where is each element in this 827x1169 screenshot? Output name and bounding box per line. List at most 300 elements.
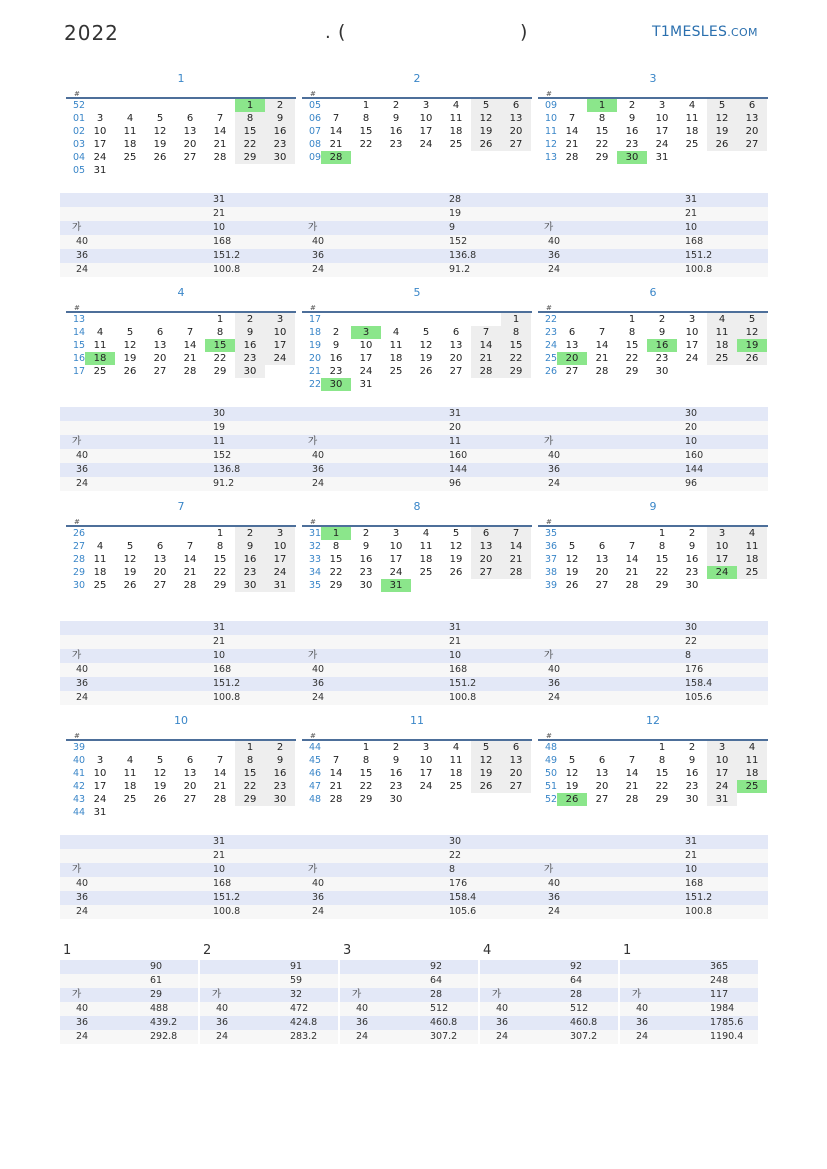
day-cell[interactable]: 2	[658, 314, 666, 325]
day-cell[interactable]: 11	[449, 755, 463, 766]
day-cell[interactable]: 11	[449, 113, 463, 124]
day-cell[interactable]: 28	[183, 580, 197, 591]
day-cell[interactable]: 16	[265, 767, 295, 780]
day-cell[interactable]: 22	[359, 781, 373, 792]
day-cell[interactable]: 22	[501, 352, 531, 365]
day-cell[interactable]: 23	[389, 139, 403, 150]
day-cell[interactable]: 23	[625, 139, 639, 150]
day-cell[interactable]: 30	[265, 793, 295, 806]
day-cell[interactable]: 6	[156, 541, 164, 552]
day-cell[interactable]: 5	[737, 313, 767, 326]
day-cell[interactable]: 28	[321, 151, 351, 164]
day-cell[interactable]: 8	[332, 541, 340, 552]
day-cell[interactable]: 29	[501, 365, 531, 378]
day-cell[interactable]: 5	[568, 541, 576, 552]
day-cell[interactable]: 12	[123, 340, 137, 351]
day-cell[interactable]: 2	[265, 99, 295, 112]
day-cell[interactable]: 3	[392, 528, 400, 539]
day-cell[interactable]: 3	[351, 326, 381, 339]
day-cell[interactable]: 22	[359, 139, 373, 150]
day-cell[interactable]: 16	[389, 768, 403, 779]
day-cell[interactable]: 27	[595, 794, 609, 805]
day-cell[interactable]: 6	[501, 741, 531, 754]
day-cell[interactable]: 30	[389, 794, 403, 805]
day-cell[interactable]: 10	[419, 113, 433, 124]
day-cell[interactable]: 14	[565, 126, 579, 137]
day-cell[interactable]: 20	[449, 353, 463, 364]
day-cell[interactable]: 31	[359, 379, 373, 390]
day-cell[interactable]: 24	[685, 353, 699, 364]
day-cell[interactable]: 3	[265, 527, 295, 540]
day-cell[interactable]: 26	[471, 780, 501, 793]
day-cell[interactable]: 23	[685, 567, 699, 578]
day-cell[interactable]: 21	[213, 139, 227, 150]
day-cell[interactable]: 11	[123, 768, 137, 779]
day-cell[interactable]: 18	[449, 768, 463, 779]
day-cell[interactable]: 4	[126, 755, 134, 766]
day-cell[interactable]: 14	[183, 340, 197, 351]
day-cell[interactable]: 22	[625, 353, 639, 364]
day-cell[interactable]: 6	[598, 541, 606, 552]
day-cell[interactable]: 3	[96, 755, 104, 766]
day-cell[interactable]: 26	[449, 567, 463, 578]
day-cell[interactable]: 10	[655, 113, 669, 124]
day-cell[interactable]: 4	[737, 527, 767, 540]
day-cell[interactable]: 19	[471, 125, 501, 138]
day-cell[interactable]: 15	[501, 339, 531, 352]
day-cell[interactable]: 16	[685, 768, 699, 779]
day-cell[interactable]: 19	[471, 767, 501, 780]
day-cell[interactable]: 12	[153, 768, 167, 779]
day-cell[interactable]: 23	[265, 780, 295, 793]
day-cell[interactable]: 28	[471, 365, 501, 378]
day-cell[interactable]: 4	[688, 100, 696, 111]
day-cell[interactable]: 23	[329, 366, 343, 377]
day-cell[interactable]: 5	[422, 327, 430, 338]
day-cell[interactable]: 28	[625, 794, 639, 805]
day-cell[interactable]: 4	[707, 313, 737, 326]
day-cell[interactable]: 20	[737, 125, 767, 138]
day-cell[interactable]: 26	[419, 366, 433, 377]
day-cell[interactable]: 25	[449, 139, 463, 150]
day-cell[interactable]: 24	[265, 566, 295, 579]
day-cell[interactable]: 26	[557, 793, 587, 806]
day-cell[interactable]: 9	[235, 326, 265, 339]
day-cell[interactable]: 16	[389, 126, 403, 137]
day-cell[interactable]: 22	[235, 138, 265, 151]
day-cell[interactable]: 14	[625, 768, 639, 779]
day-cell[interactable]: 7	[471, 326, 501, 339]
day-cell[interactable]: 15	[595, 126, 609, 137]
day-cell[interactable]: 26	[153, 794, 167, 805]
day-cell[interactable]: 5	[156, 755, 164, 766]
day-cell[interactable]: 7	[568, 113, 576, 124]
day-cell[interactable]: 15	[235, 767, 265, 780]
day-cell[interactable]: 26	[123, 366, 137, 377]
day-cell[interactable]: 11	[123, 126, 137, 137]
day-cell[interactable]: 7	[628, 541, 636, 552]
day-cell[interactable]: 11	[93, 554, 107, 565]
day-cell[interactable]: 12	[737, 326, 767, 339]
day-cell[interactable]: 18	[737, 553, 767, 566]
day-cell[interactable]: 20	[501, 125, 531, 138]
day-cell[interactable]: 13	[153, 554, 167, 565]
day-cell[interactable]: 14	[213, 768, 227, 779]
day-cell[interactable]: 13	[471, 540, 501, 553]
day-cell[interactable]: 9	[362, 541, 370, 552]
day-cell[interactable]: 28	[595, 366, 609, 377]
day-cell[interactable]: 5	[126, 327, 134, 338]
day-cell[interactable]: 19	[565, 781, 579, 792]
day-cell[interactable]: 19	[153, 781, 167, 792]
day-cell[interactable]: 29	[595, 152, 609, 163]
day-cell[interactable]: 2	[392, 100, 400, 111]
day-cell[interactable]: 17	[389, 554, 403, 565]
day-cell[interactable]: 3	[96, 113, 104, 124]
day-cell[interactable]: 16	[359, 554, 373, 565]
day-cell[interactable]: 31	[93, 165, 107, 176]
day-cell[interactable]: 21	[213, 781, 227, 792]
day-cell[interactable]: 1	[321, 527, 351, 540]
day-cell[interactable]: 15	[655, 554, 669, 565]
day-cell[interactable]: 6	[737, 99, 767, 112]
day-cell[interactable]: 18	[389, 353, 403, 364]
day-cell[interactable]: 27	[183, 794, 197, 805]
day-cell[interactable]: 21	[625, 567, 639, 578]
day-cell[interactable]: 6	[568, 327, 576, 338]
day-cell[interactable]: 28	[501, 566, 531, 579]
day-cell[interactable]: 9	[688, 755, 696, 766]
day-cell[interactable]: 3	[422, 742, 430, 753]
day-cell[interactable]: 13	[565, 340, 579, 351]
day-cell[interactable]: 14	[471, 339, 501, 352]
day-cell[interactable]: 25	[123, 152, 137, 163]
day-cell[interactable]: 15	[359, 768, 373, 779]
day-cell[interactable]: 18	[123, 781, 137, 792]
day-cell[interactable]: 2	[235, 313, 265, 326]
day-cell[interactable]: 20	[501, 767, 531, 780]
day-cell[interactable]: 15	[205, 339, 235, 352]
day-cell[interactable]: 14	[501, 540, 531, 553]
day-cell[interactable]: 19	[737, 339, 767, 352]
day-cell[interactable]: 2	[628, 100, 636, 111]
day-cell[interactable]: 27	[595, 580, 609, 591]
day-cell[interactable]: 4	[452, 742, 460, 753]
day-cell[interactable]: 12	[153, 126, 167, 137]
day-cell[interactable]: 20	[153, 567, 167, 578]
day-cell[interactable]: 14	[595, 340, 609, 351]
day-cell[interactable]: 5	[156, 113, 164, 124]
day-cell[interactable]: 16	[235, 553, 265, 566]
day-cell[interactable]: 11	[93, 340, 107, 351]
day-cell[interactable]: 25	[123, 794, 137, 805]
day-cell[interactable]: 19	[565, 567, 579, 578]
day-cell[interactable]: 15	[213, 554, 227, 565]
day-cell[interactable]: 28	[183, 366, 197, 377]
day-cell[interactable]: 1	[235, 741, 265, 754]
day-cell[interactable]: 30	[685, 794, 699, 805]
day-cell[interactable]: 23	[389, 781, 403, 792]
day-cell[interactable]: 18	[737, 767, 767, 780]
day-cell[interactable]: 14	[213, 126, 227, 137]
day-cell[interactable]: 28	[625, 580, 639, 591]
day-cell[interactable]: 7	[598, 327, 606, 338]
day-cell[interactable]: 11	[389, 340, 403, 351]
day-cell[interactable]: 24	[93, 794, 107, 805]
day-cell[interactable]: 20	[153, 353, 167, 364]
day-cell[interactable]: 14	[329, 126, 343, 137]
day-cell[interactable]: 6	[186, 113, 194, 124]
day-cell[interactable]: 12	[419, 340, 433, 351]
day-cell[interactable]: 9	[628, 113, 636, 124]
day-cell[interactable]: 8	[501, 326, 531, 339]
day-cell[interactable]: 29	[213, 366, 227, 377]
day-cell[interactable]: 6	[156, 327, 164, 338]
day-cell[interactable]: 15	[655, 768, 669, 779]
day-cell[interactable]: 26	[565, 580, 579, 591]
day-cell[interactable]: 20	[183, 139, 197, 150]
day-cell[interactable]: 7	[501, 527, 531, 540]
day-cell[interactable]: 6	[452, 327, 460, 338]
day-cell[interactable]: 17	[93, 781, 107, 792]
day-cell[interactable]: 21	[329, 781, 343, 792]
day-cell[interactable]: 21	[471, 352, 501, 365]
day-cell[interactable]: 19	[123, 353, 137, 364]
day-cell[interactable]: 17	[685, 340, 699, 351]
day-cell[interactable]: 24	[359, 366, 373, 377]
day-cell[interactable]: 23	[235, 566, 265, 579]
day-cell[interactable]: 15	[235, 125, 265, 138]
day-cell[interactable]: 9	[658, 327, 666, 338]
day-cell[interactable]: 24	[419, 139, 433, 150]
day-cell[interactable]: 1	[216, 314, 224, 325]
day-cell[interactable]: 22	[595, 139, 609, 150]
day-cell[interactable]: 29	[625, 366, 639, 377]
day-cell[interactable]: 22	[235, 780, 265, 793]
day-cell[interactable]: 8	[658, 755, 666, 766]
day-cell[interactable]: 19	[123, 567, 137, 578]
day-cell[interactable]: 11	[737, 540, 767, 553]
day-cell[interactable]: 18	[707, 339, 737, 352]
day-cell[interactable]: 9	[265, 112, 295, 125]
day-cell[interactable]: 17	[419, 126, 433, 137]
day-cell[interactable]: 9	[392, 113, 400, 124]
day-cell[interactable]: 6	[186, 755, 194, 766]
day-cell[interactable]: 7	[186, 541, 194, 552]
day-cell[interactable]: 29	[235, 151, 265, 164]
day-cell[interactable]: 27	[501, 138, 531, 151]
day-cell[interactable]: 10	[265, 540, 295, 553]
day-cell[interactable]: 1	[216, 528, 224, 539]
day-cell[interactable]: 11	[419, 541, 433, 552]
day-cell[interactable]: 20	[595, 781, 609, 792]
day-cell[interactable]: 12	[123, 554, 137, 565]
day-cell[interactable]: 20	[595, 567, 609, 578]
day-cell[interactable]: 16	[625, 126, 639, 137]
day-cell[interactable]: 26	[737, 352, 767, 365]
day-cell[interactable]: 29	[655, 580, 669, 591]
day-cell[interactable]: 7	[216, 113, 224, 124]
day-cell[interactable]: 28	[329, 794, 343, 805]
day-cell[interactable]: 18	[685, 126, 699, 137]
day-cell[interactable]: 8	[362, 113, 370, 124]
day-cell[interactable]: 17	[265, 553, 295, 566]
day-cell[interactable]: 14	[625, 554, 639, 565]
day-cell[interactable]: 30	[655, 366, 669, 377]
day-cell[interactable]: 12	[471, 754, 501, 767]
day-cell[interactable]: 1	[235, 99, 265, 112]
day-cell[interactable]: 3	[658, 100, 666, 111]
day-cell[interactable]: 1	[658, 528, 666, 539]
day-cell[interactable]: 7	[186, 327, 194, 338]
day-cell[interactable]: 13	[153, 340, 167, 351]
day-cell[interactable]: 12	[707, 112, 737, 125]
day-cell[interactable]: 4	[126, 113, 134, 124]
day-cell[interactable]: 16	[329, 353, 343, 364]
day-cell[interactable]: 10	[707, 540, 737, 553]
day-cell[interactable]: 8	[216, 327, 224, 338]
day-cell[interactable]: 24	[707, 566, 737, 579]
day-cell[interactable]: 4	[452, 100, 460, 111]
day-cell[interactable]: 27	[183, 152, 197, 163]
day-cell[interactable]: 24	[655, 139, 669, 150]
day-cell[interactable]: 31	[93, 807, 107, 818]
day-cell[interactable]: 8	[235, 112, 265, 125]
day-cell[interactable]: 3	[422, 100, 430, 111]
day-cell[interactable]: 25	[449, 781, 463, 792]
day-cell[interactable]: 1	[362, 742, 370, 753]
day-cell[interactable]: 27	[501, 780, 531, 793]
day-cell[interactable]: 13	[183, 126, 197, 137]
day-cell[interactable]: 5	[471, 99, 501, 112]
day-cell[interactable]: 15	[625, 340, 639, 351]
day-cell[interactable]: 7	[332, 755, 340, 766]
day-cell[interactable]: 13	[183, 768, 197, 779]
day-cell[interactable]: 10	[685, 327, 699, 338]
day-cell[interactable]: 9	[265, 754, 295, 767]
day-cell[interactable]: 2	[688, 528, 696, 539]
day-cell[interactable]: 30	[265, 151, 295, 164]
day-cell[interactable]: 9	[688, 541, 696, 552]
day-cell[interactable]: 10	[389, 541, 403, 552]
day-cell[interactable]: 26	[707, 138, 737, 151]
day-cell[interactable]: 6	[501, 99, 531, 112]
day-cell[interactable]: 2	[332, 327, 340, 338]
day-cell[interactable]: 5	[568, 755, 576, 766]
day-cell[interactable]: 8	[235, 754, 265, 767]
day-cell[interactable]: 5	[126, 541, 134, 552]
day-cell[interactable]: 3	[707, 527, 737, 540]
day-cell[interactable]: 22	[329, 567, 343, 578]
day-cell[interactable]: 3	[688, 314, 696, 325]
day-cell[interactable]: 1	[501, 313, 531, 326]
day-cell[interactable]: 22	[213, 567, 227, 578]
day-cell[interactable]: 10	[93, 768, 107, 779]
day-cell[interactable]: 6	[598, 755, 606, 766]
day-cell[interactable]: 31	[381, 579, 411, 592]
day-cell[interactable]: 10	[419, 755, 433, 766]
day-cell[interactable]: 25	[93, 366, 107, 377]
day-cell[interactable]: 21	[501, 553, 531, 566]
day-cell[interactable]: 12	[565, 768, 579, 779]
day-cell[interactable]: 16	[235, 339, 265, 352]
day-cell[interactable]: 10	[707, 754, 737, 767]
day-cell[interactable]: 27	[565, 366, 579, 377]
day-cell[interactable]: 13	[501, 754, 531, 767]
day-cell[interactable]: 21	[565, 139, 579, 150]
day-cell[interactable]: 3	[707, 741, 737, 754]
day-cell[interactable]: 19	[707, 125, 737, 138]
day-cell[interactable]: 11	[685, 113, 699, 124]
day-cell[interactable]: 16	[265, 125, 295, 138]
day-cell[interactable]: 8	[598, 113, 606, 124]
day-cell[interactable]: 17	[655, 126, 669, 137]
day-cell[interactable]: 21	[183, 567, 197, 578]
day-cell[interactable]: 26	[123, 580, 137, 591]
day-cell[interactable]: 16	[647, 339, 677, 352]
day-cell[interactable]: 23	[359, 567, 373, 578]
day-cell[interactable]: 2	[265, 741, 295, 754]
site-logo[interactable]	[652, 24, 758, 40]
day-cell[interactable]: 28	[213, 794, 227, 805]
day-cell[interactable]: 11	[737, 754, 767, 767]
day-cell[interactable]: 25	[419, 567, 433, 578]
day-cell[interactable]: 2	[392, 742, 400, 753]
day-cell[interactable]: 29	[329, 580, 343, 591]
day-cell[interactable]: 1	[628, 314, 636, 325]
day-cell[interactable]: 27	[471, 566, 501, 579]
day-cell[interactable]: 1	[587, 99, 617, 112]
day-cell[interactable]: 14	[183, 554, 197, 565]
day-cell[interactable]: 8	[216, 541, 224, 552]
day-cell[interactable]: 25	[737, 780, 767, 793]
day-cell[interactable]: 4	[422, 528, 430, 539]
day-cell[interactable]: 2	[362, 528, 370, 539]
day-cell[interactable]: 13	[737, 112, 767, 125]
day-cell[interactable]: 31	[265, 579, 295, 592]
day-cell[interactable]: 7	[216, 755, 224, 766]
day-cell[interactable]: 25	[685, 139, 699, 150]
day-cell[interactable]: 15	[329, 554, 343, 565]
day-cell[interactable]: 1	[362, 100, 370, 111]
day-cell[interactable]: 22	[655, 781, 669, 792]
day-cell[interactable]: 13	[595, 554, 609, 565]
day-cell[interactable]: 31	[707, 793, 737, 806]
day-cell[interactable]: 21	[183, 353, 197, 364]
day-cell[interactable]: 29	[235, 793, 265, 806]
day-cell[interactable]: 20	[183, 781, 197, 792]
day-cell[interactable]: 17	[359, 353, 373, 364]
day-cell[interactable]: 5	[452, 528, 460, 539]
day-cell[interactable]: 25	[737, 566, 767, 579]
day-cell[interactable]: 18	[419, 554, 433, 565]
day-cell[interactable]: 30	[235, 365, 265, 378]
day-cell[interactable]: 4	[96, 541, 104, 552]
day-cell[interactable]: 26	[153, 152, 167, 163]
day-cell[interactable]: 9	[332, 340, 340, 351]
day-cell[interactable]: 21	[625, 781, 639, 792]
day-cell[interactable]: 2	[688, 742, 696, 753]
day-cell[interactable]: 20	[471, 553, 501, 566]
day-cell[interactable]: 17	[419, 768, 433, 779]
day-cell[interactable]: 25	[389, 366, 403, 377]
day-cell[interactable]: 31	[655, 152, 669, 163]
day-cell[interactable]: 21	[329, 139, 343, 150]
day-cell[interactable]: 1	[658, 742, 666, 753]
day-cell[interactable]: 2	[235, 527, 265, 540]
day-cell[interactable]: 25	[93, 580, 107, 591]
day-cell[interactable]: 30	[685, 580, 699, 591]
